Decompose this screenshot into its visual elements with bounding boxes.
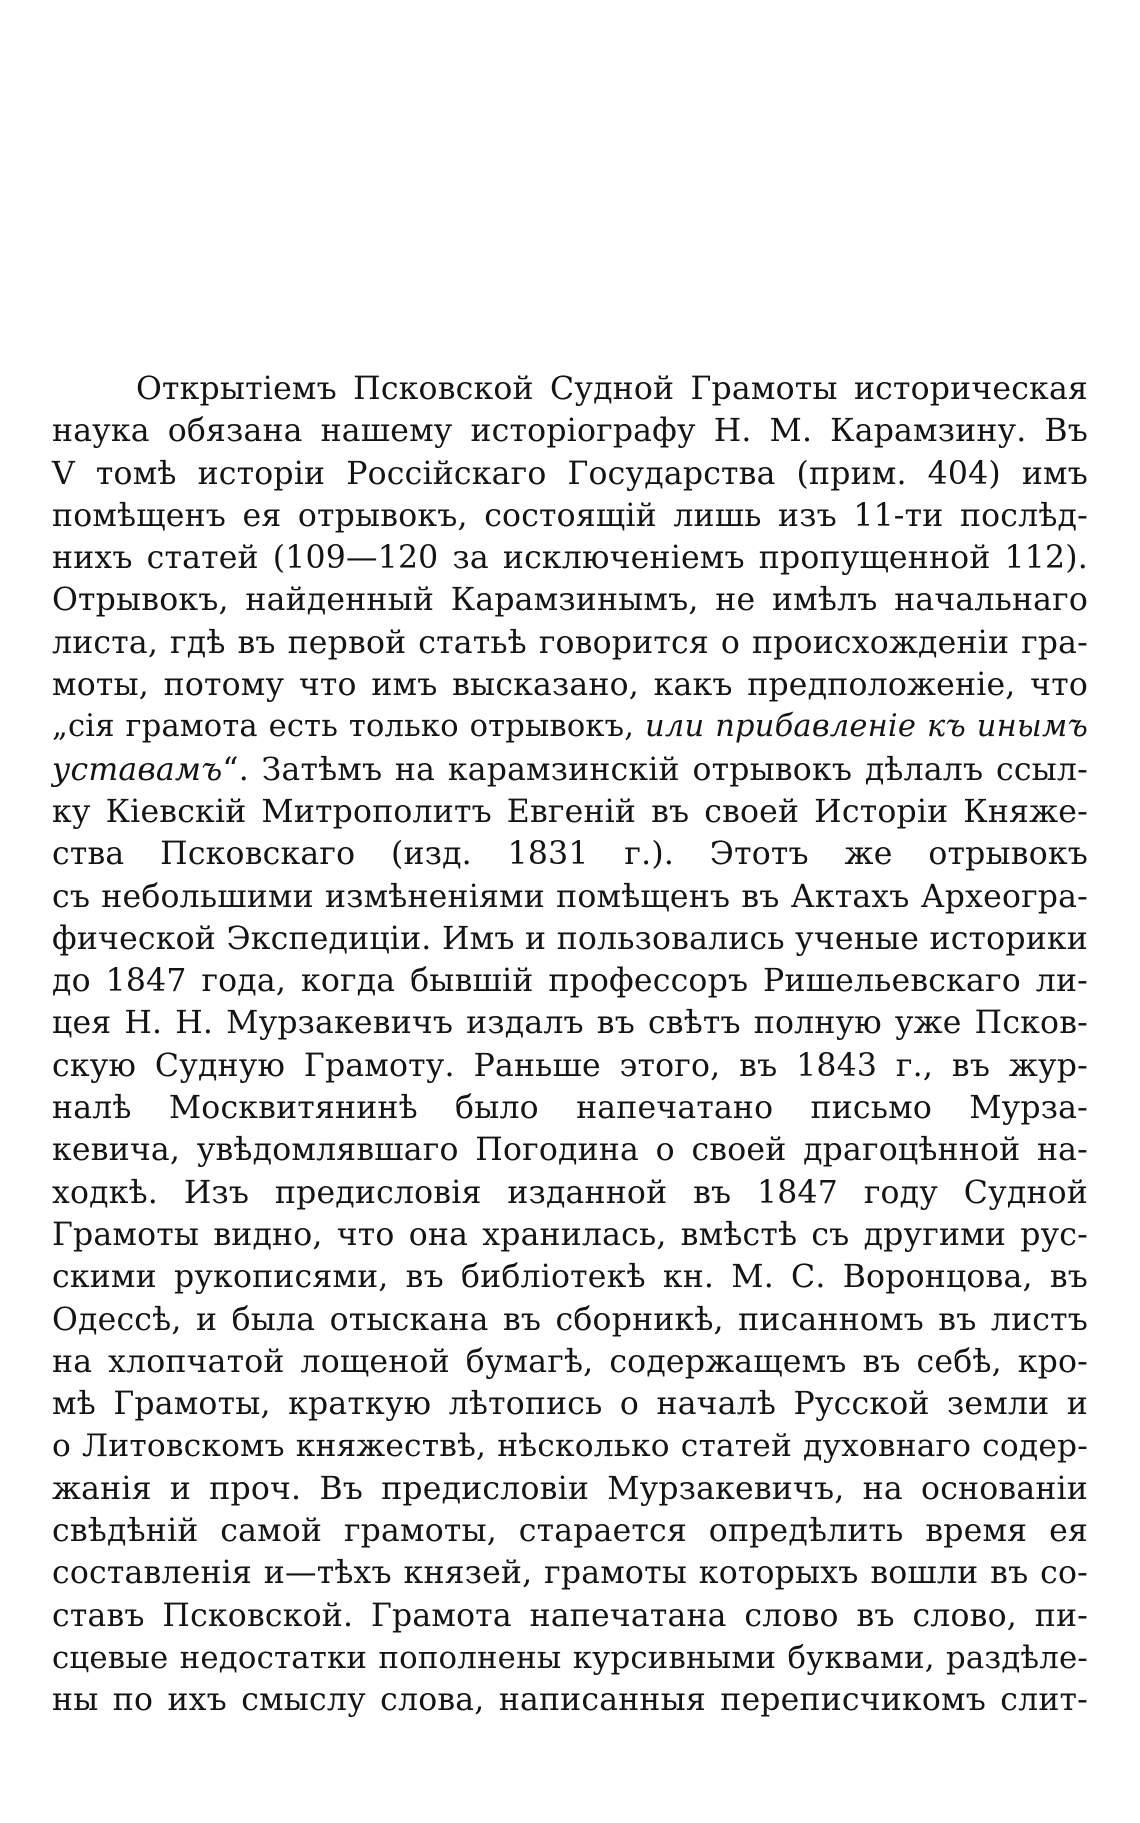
text-segment: помѣщенъ ея отрывокъ, состоящій лишь изъ 11-ти послѣд- [52, 497, 1088, 534]
text-segment: ставъ Псковской. Грамота напечатана слово въ слово, пи- [52, 1597, 1088, 1634]
text-line [52, 579, 1088, 621]
text-segment: нихъ статей (109—120 за исключеніемъ пропущенной 112). [52, 540, 1088, 577]
text-segment: жанія и проч. Въ предисловіи Мурзакевичъ, на основаніи [52, 1470, 1088, 1507]
text-line [52, 1087, 1088, 1129]
text-line [52, 1595, 1088, 1637]
text-segment: моты, потому что имъ высказано, какъ предположеніе, что [52, 667, 1088, 704]
text-line [52, 537, 1088, 579]
text-segment: Одессѣ, и была отыскана въ сборникѣ, писанномъ въ листъ [52, 1301, 1088, 1338]
text-line [52, 1045, 1088, 1087]
text-line [52, 1425, 1088, 1467]
italic-quote-segment: или прибавленіе къ инымъ [645, 709, 1088, 745]
text-segment: листа, гдѣ въ первой статьѣ говорится о происхожденіи гра- [52, 624, 1088, 661]
text-segment: наука обязана нашему исторіографу Н. М. Карамзину. Въ [52, 413, 1088, 450]
text-line [52, 1256, 1088, 1298]
text-segment: налѣ Москвитянинѣ было напечатано письмо Мурза- [52, 1090, 1088, 1127]
text-segment: кевича, увѣдомлявшаго Погодина о своей драгоцѣнной на- [52, 1132, 1088, 1169]
text-line [52, 664, 1088, 706]
text-line [52, 918, 1088, 960]
text-segment: “. Затѣмъ на карамзинскій отрывокъ дѣлалъ ссыл- [222, 751, 1088, 788]
text-line [52, 791, 1088, 833]
text-segment: до 1847 года, когда бывшій профессоръ Ришельевскаго ли- [52, 963, 1088, 1000]
text-line [52, 1002, 1088, 1044]
text-line [52, 749, 1088, 791]
text-segment: скую Судную Грамоту. Раньше этого, въ 1843 г., въ жур- [52, 1047, 1088, 1084]
text-segment: съ небольшими измѣненіями помѣщенъ въ Актахъ Археогра- [52, 878, 1088, 915]
text-line [52, 1299, 1088, 1341]
text-line [52, 1679, 1088, 1721]
text-line [52, 876, 1088, 918]
text-segment: V томѣ исторіи Россійскаго Государства (прим. 404) имъ [52, 455, 1088, 492]
body-text [52, 368, 1088, 1722]
italic-quote-segment: уставамъ [52, 751, 223, 788]
text-segment: ку Кіевскій Митрополитъ Евгеній въ своей Исторіи Княже- [52, 793, 1088, 830]
text-line [52, 1552, 1088, 1594]
text-line [52, 1510, 1088, 1552]
text-line [52, 1214, 1088, 1256]
text-segment: на хлопчатой лощеной бумагѣ, содержащемъ въ себѣ, кро- [52, 1343, 1088, 1380]
text-segment: о Литовскомъ княжествѣ, нѣсколько статей духовнаго содер- [52, 1428, 1088, 1465]
text-segment: ства Псковскаго (изд. 1831 г.). Этотъ же отрывокъ [52, 836, 1088, 873]
text-line [52, 368, 1088, 410]
text-segment: ны по ихъ смыслу слова, написанныя переписчикомъ слит- [52, 1682, 1088, 1719]
text-line [52, 1468, 1088, 1510]
text-segment: составленія и—тѣхъ князей, грамоты которыхъ вошли въ со- [52, 1555, 1088, 1592]
text-line [52, 706, 1088, 748]
text-segment: скими рукописями, въ библіотекѣ кн. М. С. Воронцова, въ [52, 1259, 1088, 1296]
text-line [52, 622, 1088, 664]
text-line [52, 1172, 1088, 1214]
text-line [52, 1341, 1088, 1383]
text-line [52, 833, 1088, 875]
text-line [52, 1637, 1088, 1679]
text-line [52, 410, 1088, 452]
text-segment: фической Экспедиціи. Имъ и пользовались ученые историки [52, 920, 1088, 957]
text-line [52, 495, 1088, 537]
text-line [52, 1129, 1088, 1171]
text-line [52, 1383, 1088, 1425]
text-segment: Грамоты видно, что она хранилась, вмѣстѣ съ другими рус- [52, 1216, 1088, 1253]
text-segment: цея Н. Н. Мурзакевичъ издалъ въ свѣтъ полную уже Псков- [52, 1005, 1088, 1042]
text-line [52, 453, 1088, 495]
text-segment: Открытіемъ Псковской Судной Грамоты историческая [136, 371, 1088, 407]
text-segment: мѣ Грамоты, краткую лѣтопись о началѣ Русской земли и [52, 1386, 1088, 1423]
text-segment: „сія грамота есть только отрывокъ, [52, 709, 646, 745]
text-segment: Отрывокъ, найденный Карамзинымъ, не имѣлъ начальнаго [52, 582, 1088, 619]
text-segment: ходкѣ. Изъ предисловія изданной въ 1847 году Судной [52, 1174, 1088, 1211]
text-segment: сцевые недостатки пополнены курсивными буквами, раздѣле- [52, 1639, 1088, 1676]
text-segment: свѣдѣній самой грамоты, старается опредѣлить время ея [52, 1513, 1088, 1550]
text-line [52, 960, 1088, 1002]
